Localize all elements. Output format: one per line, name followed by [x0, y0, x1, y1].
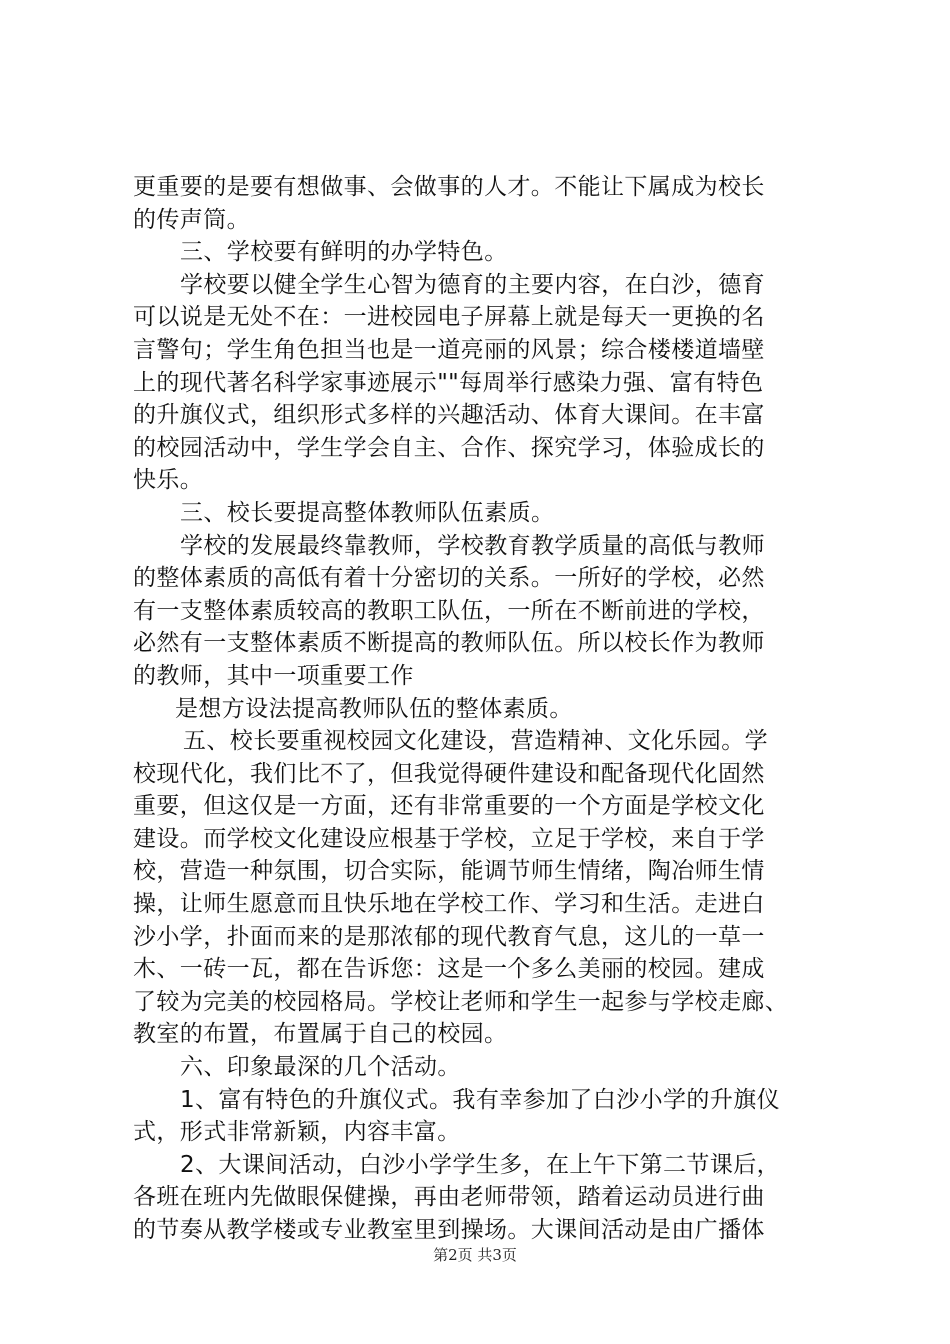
- section-heading: 三、校长要提高整体教师队伍素质。: [180, 499, 555, 526]
- text-line: 学校要以健全学生心智为德育的主要内容，在白沙，德育: [180, 271, 765, 298]
- section-heading: 五、校长要重视校园文化建设，营造精神、文化乐园。学: [183, 728, 768, 755]
- text-line: 的节奏从教学楼或专业教室里到操场。大课间活动是由广播体: [133, 1217, 765, 1243]
- text-line: 的升旗仪式，组织形式多样的兴趣活动、体育大课间。在丰富: [133, 402, 765, 429]
- text-line: 校，营造一种氛围，切合实际，能调节师生情绪，陶冶师生情: [133, 858, 765, 885]
- text-line: 建设。而学校文化建设应根基于学校，立足于学校，来自于学: [133, 825, 765, 852]
- text-line: 的整体素质的高低有着十分密切的关系。一所好的学校，必然: [133, 565, 765, 592]
- text-line: 上的现代著名科学家事迹展示""每周举行感染力强、富有特色: [133, 369, 764, 396]
- text-line: 操，让师生愿意而且快乐地在学校工作、学习和生活。走进白: [133, 891, 765, 918]
- text-line: 了较为完美的校园格局。学校让老师和学生一起参与学校走廊、: [133, 988, 789, 1015]
- text-line: 沙小学，扑面而来的是那浓郁的现代教育气息，这儿的一草一: [133, 923, 765, 950]
- text-line: 快乐。: [133, 467, 204, 494]
- text-line: 2、大课间活动，白沙小学学生多，在上午下第二节课后，: [180, 1151, 781, 1178]
- text-line: 必然有一支整体素质不断提高的教师队伍。所以校长作为教师: [133, 630, 765, 657]
- section-heading: 六、印象最深的几个活动。: [180, 1054, 461, 1081]
- page-number-footer: 第2页 共3页: [433, 1246, 517, 1264]
- text-line: 1、富有特色的升旗仪式。我有幸参加了白沙小学的升旗仪: [180, 1086, 781, 1113]
- text-line: 木、一砖一瓦，都在告诉您：这是一个多么美丽的校园。建成: [133, 956, 765, 983]
- text-line: 式，形式非常新颖，内容丰富。: [133, 1119, 461, 1146]
- text-line: 的校园活动中，学生学会自主、合作、探究学习，体验成长的: [133, 434, 765, 461]
- document-body: [133, 171, 833, 1247]
- text-line: 可以说是无处不在：一进校园电子屏幕上就是每天一更换的名: [133, 304, 765, 331]
- text-line: 更重要的是要有想做事、会做事的人才。不能让下属成为校长: [133, 174, 765, 200]
- text-line: 各班在班内先做眼保健操，再由老师带领，踏着运动员进行曲: [133, 1184, 765, 1211]
- text-line: 言警句；学生角色担当也是一道亮丽的风景；综合楼楼道墙壁: [133, 336, 765, 363]
- text-line: 教室的布置，布置属于自己的校园。: [133, 1021, 508, 1048]
- text-line: 有一支整体素质较高的教职工队伍，一所在不断前进的学校，: [133, 597, 765, 624]
- section-heading: 三、学校要有鲜明的办学特色。: [180, 239, 508, 266]
- text-line: 的传声筒。: [133, 206, 250, 233]
- text-line: 重要，但这仅是一方面，还有非常重要的一个方面是学校文化: [133, 793, 765, 820]
- text-line: 学校的发展最终靠教师，学校教育教学质量的高低与教师: [180, 532, 765, 559]
- text-line: 的教师，其中一项重要工作: [133, 662, 414, 689]
- text-line: 校现代化，我们比不了，但我觉得硬件建设和配备现代化固然: [133, 760, 765, 787]
- text-line: 是想方设法提高教师队伍的整体素质。: [175, 695, 573, 722]
